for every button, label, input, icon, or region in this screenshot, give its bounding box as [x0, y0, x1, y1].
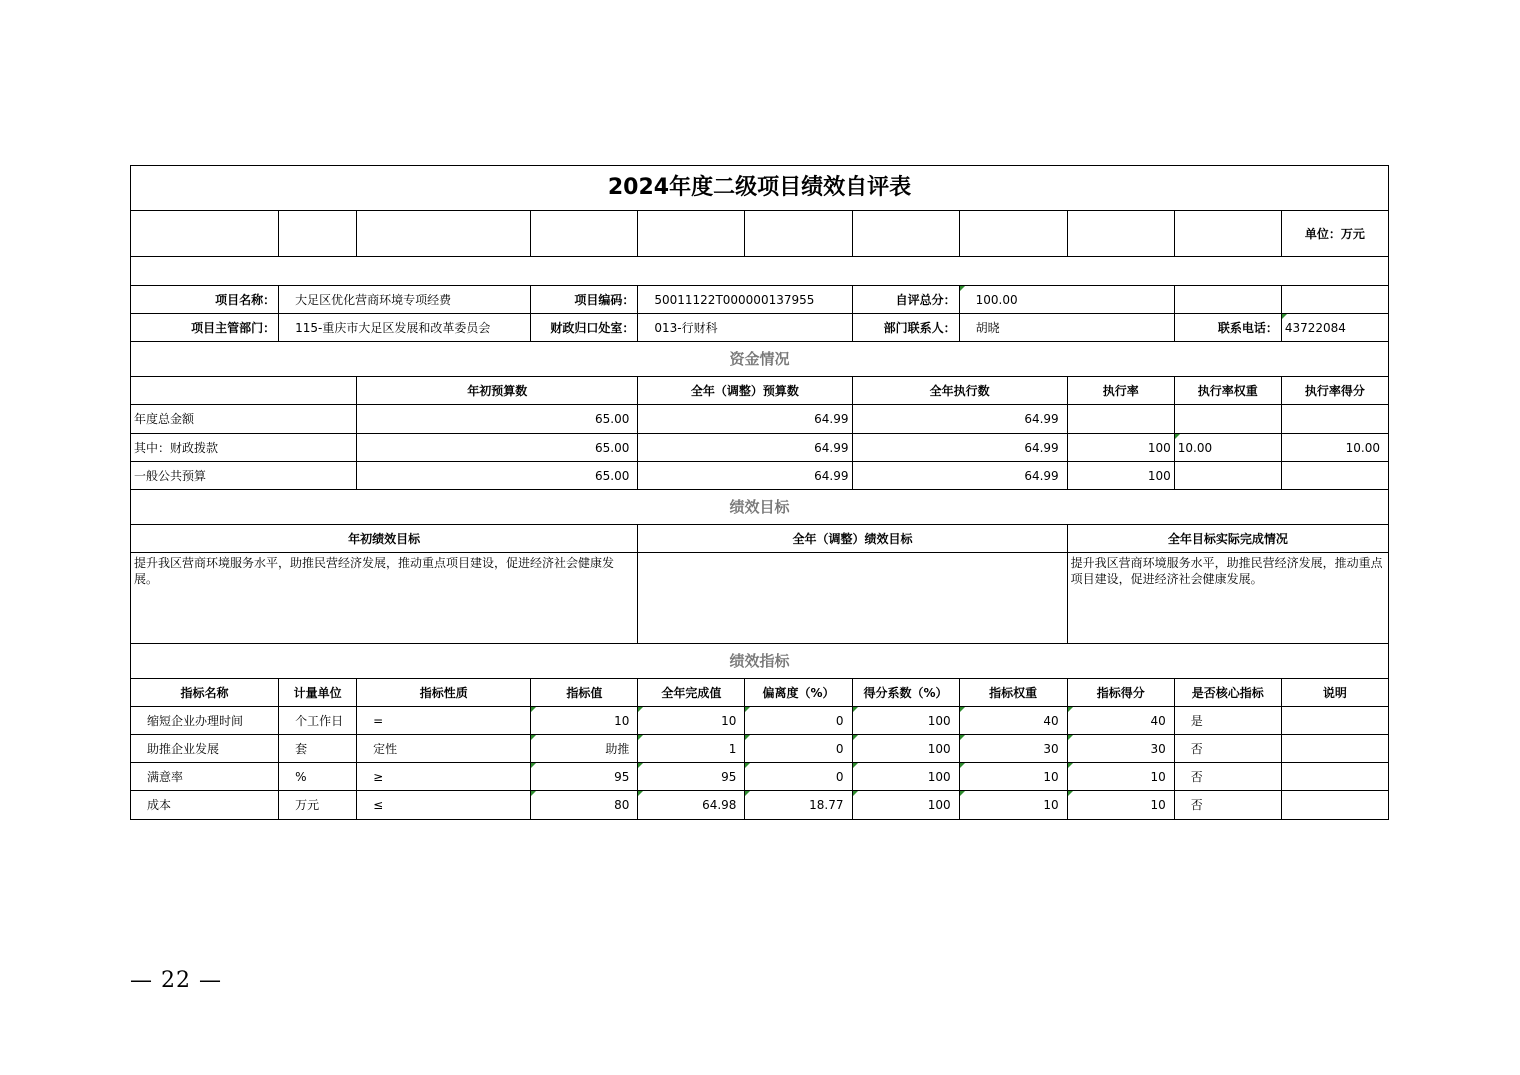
ind-unit: 个工作日 — [279, 707, 357, 735]
ind-name: 满意率 — [131, 763, 279, 791]
funds-weight: 10.00 — [1174, 434, 1281, 462]
funds-score — [1281, 405, 1388, 434]
indicator-row — [131, 707, 1389, 735]
ind-done: 10 — [638, 707, 745, 735]
blank-cell — [1174, 286, 1281, 314]
ind-score: 30 — [1067, 735, 1174, 763]
ind-header-name: 指标名称 — [131, 679, 279, 707]
funds-adjusted: 64.99 — [638, 434, 852, 462]
blank-cell — [131, 377, 357, 405]
ind-nature: 定性 — [357, 735, 531, 763]
ind-unit: 套 — [279, 735, 357, 763]
blank-cell — [745, 211, 852, 257]
funds-row — [131, 434, 1389, 462]
total-score: 100.00 — [959, 286, 1174, 314]
ind-weight: 10 — [959, 791, 1067, 820]
project-name: 大足区优化营商环境专项经费 — [279, 286, 531, 314]
ind-value: 助推 — [531, 735, 638, 763]
dept: 115-重庆市大足区发展和改革委员会 — [279, 314, 531, 342]
phone-label: 联系电话： — [1174, 314, 1281, 342]
ind-header-coef: 得分系数（%） — [852, 679, 959, 707]
ind-name: 助推企业发展 — [131, 735, 279, 763]
funds-header-adjusted: 全年（调整）预算数 — [638, 377, 852, 405]
ind-header-core: 是否核心指标 — [1174, 679, 1281, 707]
goals-header-adjusted: 全年（调整）绩效目标 — [638, 525, 1067, 553]
goals-header-initial: 年初绩效目标 — [131, 525, 638, 553]
unit-label: 单位：万元 — [1281, 211, 1388, 257]
project-code-label: 项目编码： — [531, 286, 638, 314]
indicator-row — [131, 763, 1389, 791]
phone: 43722084 — [1281, 314, 1388, 342]
ind-coef: 100 — [852, 791, 959, 820]
ind-nature: ≤ — [357, 791, 531, 820]
funds-rate: 100 — [1067, 434, 1174, 462]
funds-adjusted: 64.99 — [638, 405, 852, 434]
indicator-row — [131, 791, 1389, 820]
blank-cell — [1067, 211, 1174, 257]
ind-weight: 10 — [959, 763, 1067, 791]
funds-weight — [1174, 462, 1281, 490]
ind-value: 95 — [531, 763, 638, 791]
ind-coef: 100 — [852, 707, 959, 735]
blank-cell — [1174, 211, 1281, 257]
self-evaluation-table — [130, 165, 1389, 820]
ind-unit: 万元 — [279, 791, 357, 820]
funds-initial: 65.00 — [357, 434, 638, 462]
funds-initial: 65.00 — [357, 462, 638, 490]
score-label: 自评总分： — [852, 286, 959, 314]
ind-header-weight: 指标权重 — [959, 679, 1067, 707]
funds-section-title: 资金情况 — [131, 342, 1389, 377]
indicators-section-title: 绩效指标 — [131, 644, 1389, 679]
initial-goal-text: 提升我区营商环境服务水平，助推民营经济发展，推动重点项目建设，促进经济社会健康发展。 — [131, 553, 638, 644]
blank-cell — [279, 211, 357, 257]
spacer-row — [131, 257, 1389, 286]
funds-header-rate: 执行率 — [1067, 377, 1174, 405]
funds-row-label: 年度总金额 — [131, 405, 357, 434]
ind-nature: ≥ — [357, 763, 531, 791]
blank-cell — [959, 211, 1067, 257]
funds-executed: 64.99 — [852, 405, 1067, 434]
ind-header-done: 全年完成值 — [638, 679, 745, 707]
funds-score — [1281, 462, 1388, 490]
contact: 胡晓 — [959, 314, 1174, 342]
ind-core: 否 — [1174, 791, 1281, 820]
ind-value: 80 — [531, 791, 638, 820]
ind-done: 1 — [638, 735, 745, 763]
funds-row — [131, 462, 1389, 490]
ind-score: 40 — [1067, 707, 1174, 735]
ind-core: 否 — [1174, 735, 1281, 763]
ind-score: 10 — [1067, 791, 1174, 820]
funds-rate: 100 — [1067, 462, 1174, 490]
funds-row — [131, 405, 1389, 434]
page-number: — 22 — — [130, 968, 222, 993]
contact-label: 部门联系人： — [852, 314, 959, 342]
finance-office-label: 财政归口处室： — [531, 314, 638, 342]
ind-note — [1281, 735, 1388, 763]
funds-executed: 64.99 — [852, 434, 1067, 462]
funds-executed: 64.99 — [852, 462, 1067, 490]
adjusted-goal-text — [638, 553, 1067, 644]
ind-coef: 100 — [852, 763, 959, 791]
goals-section-title: 绩效目标 — [131, 490, 1389, 525]
blank-cell — [852, 211, 959, 257]
funds-header-score: 执行率得分 — [1281, 377, 1388, 405]
ind-dev: 0 — [745, 735, 852, 763]
ind-unit: % — [279, 763, 357, 791]
ind-note — [1281, 763, 1388, 791]
ind-name: 成本 — [131, 791, 279, 820]
blank-cell — [131, 211, 279, 257]
ind-note — [1281, 791, 1388, 820]
table-title: 2024年度二级项目绩效自评表 — [131, 166, 1389, 211]
ind-header-score: 指标得分 — [1067, 679, 1174, 707]
ind-name: 缩短企业办理时间 — [131, 707, 279, 735]
funds-header-initial: 年初预算数 — [357, 377, 638, 405]
ind-dev: 0 — [745, 763, 852, 791]
ind-nature: = — [357, 707, 531, 735]
project-name-label: 项目名称： — [131, 286, 279, 314]
indicator-row — [131, 735, 1389, 763]
ind-coef: 100 — [852, 735, 959, 763]
ind-dev: 0 — [745, 707, 852, 735]
blank-cell — [638, 211, 745, 257]
actual-completion-text: 提升我区营商环境服务水平，助推民营经济发展，推动重点项目建设，促进经济社会健康发展。 — [1067, 553, 1388, 644]
ind-score: 10 — [1067, 763, 1174, 791]
ind-header-dev: 偏离度（%） — [745, 679, 852, 707]
funds-header-executed: 全年执行数 — [852, 377, 1067, 405]
ind-core: 否 — [1174, 763, 1281, 791]
ind-done: 64.98 — [638, 791, 745, 820]
ind-done: 95 — [638, 763, 745, 791]
finance-office: 013-行财科 — [638, 314, 852, 342]
blank-cell — [531, 211, 638, 257]
blank-cell — [1281, 286, 1388, 314]
ind-header-unit: 计量单位 — [279, 679, 357, 707]
dept-label: 项目主管部门： — [131, 314, 279, 342]
goals-header-actual: 全年目标实际完成情况 — [1067, 525, 1388, 553]
funds-header-weight: 执行率权重 — [1174, 377, 1281, 405]
funds-adjusted: 64.99 — [638, 462, 852, 490]
ind-header-note: 说明 — [1281, 679, 1388, 707]
funds-row-label: 一般公共预算 — [131, 462, 357, 490]
funds-row-label: 其中：财政拨款 — [131, 434, 357, 462]
project-code: 50011122T000000137955 — [638, 286, 852, 314]
ind-dev: 18.77 — [745, 791, 852, 820]
ind-header-nature: 指标性质 — [357, 679, 531, 707]
ind-core: 是 — [1174, 707, 1281, 735]
funds-score: 10.00 — [1281, 434, 1388, 462]
blank-cell — [357, 211, 531, 257]
funds-weight — [1174, 405, 1281, 434]
ind-weight: 30 — [959, 735, 1067, 763]
funds-rate — [1067, 405, 1174, 434]
ind-value: 10 — [531, 707, 638, 735]
ind-weight: 40 — [959, 707, 1067, 735]
ind-header-value: 指标值 — [531, 679, 638, 707]
ind-note — [1281, 707, 1388, 735]
funds-initial: 65.00 — [357, 405, 638, 434]
